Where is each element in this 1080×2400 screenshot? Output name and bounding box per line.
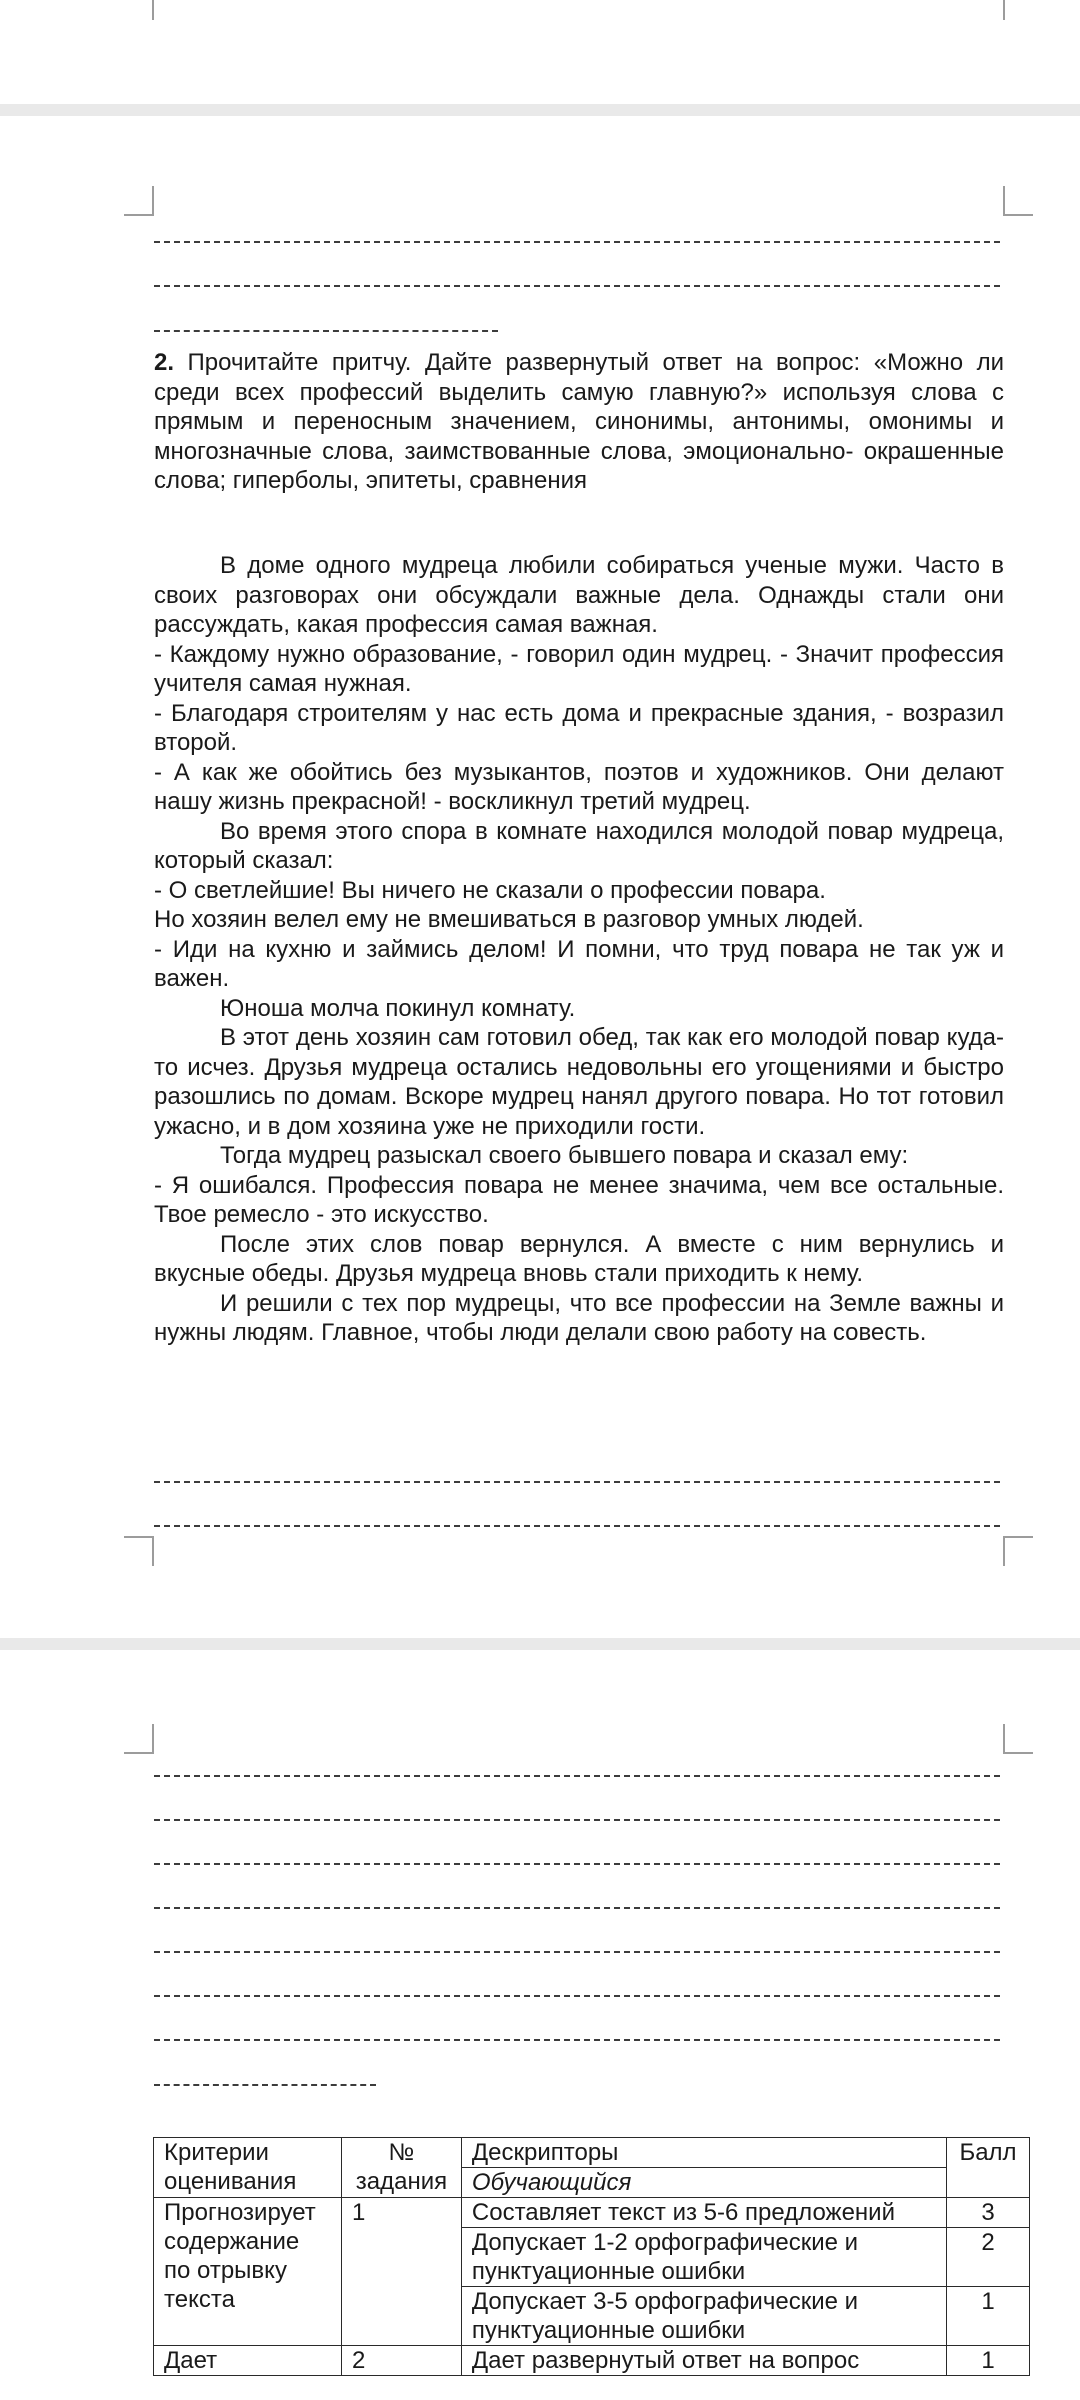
cell-score: 2 <box>947 2228 1030 2287</box>
parable-paragraph: - Иди на кухню и займись делом! И помни, что труд повара не так уж и важен. <box>154 935 1004 992</box>
parable-paragraph: - Благодаря строителям у нас есть дома и прекрасные здания, - возразил второй. <box>154 699 1004 756</box>
answer-line <box>154 1995 1000 1997</box>
answer-line <box>154 285 1000 287</box>
answer-line <box>154 1525 1000 1527</box>
header-score: Балл <box>947 2138 1030 2198</box>
task-2-prompt <box>154 348 1004 496</box>
cell-criteria: Дает <box>154 2346 342 2376</box>
parable-paragraph: И решили с тех пор мудрецы, что все профессии на Земле важны и нужны людям. Главное, чтобы люди делали свою работу на совесть. <box>154 1289 1004 1346</box>
answer-line <box>154 2084 376 2086</box>
table-header-row <box>154 2138 1030 2168</box>
parable-paragraph: В этот день хозяин сам готовил обед, так как его молодой повар куда-то исчез. Друзья мудреца остались недовольны его угощениями и быстро разошлись по домам. Вскоре мудрец нанял другого повара. Но тот готовил ужасно, и в дом хозяина уже не приходили гости. <box>154 1024 1004 1140</box>
crop-mark <box>1003 0 1033 20</box>
table-row <box>154 2198 1030 2228</box>
parable-paragraph: После этих слов повар вернулся. А вместе с ним вернулись и вкусные обеды. Друзья мудреца вновь стали приходить к нему. <box>154 1230 1004 1287</box>
header-descriptors-sub: Обучающийся <box>461 2168 946 2198</box>
answer-line <box>154 241 1000 243</box>
parable-paragraph: Но хозяин велел ему не вмешиваться в разговор умных людей. <box>154 906 864 933</box>
cell-task-number: 2 <box>341 2346 461 2376</box>
criteria-table <box>153 2137 1030 2376</box>
crop-mark <box>124 186 154 216</box>
parable-paragraph: - Каждому нужно образование, - говорил один мудрец. - Значит профессия учителя самая нужная. <box>154 640 1004 697</box>
cell-score: 1 <box>947 2287 1030 2346</box>
task-number: 2. <box>154 349 175 376</box>
cell-score: 1 <box>947 2346 1030 2376</box>
cell-criteria: Прогнозирует содержание по отрывку текста <box>154 2198 342 2346</box>
answer-line <box>154 1819 1000 1821</box>
header-criteria: Критерии оценивания <box>154 2138 342 2198</box>
answer-line <box>154 1907 1000 1909</box>
answer-line <box>154 1775 1000 1777</box>
crop-mark <box>1003 1536 1033 1566</box>
parable-paragraph: Юноша молча покинул комнату. <box>220 994 576 1022</box>
parable-paragraph: - Я ошибался. Профессия повара не менее значима, чем все остальные. Твое ремесло - это искусство. <box>154 1171 1004 1228</box>
cell-task-number: 1 <box>341 2198 461 2346</box>
crop-mark <box>124 1724 154 1754</box>
answer-line <box>154 1863 1000 1865</box>
header-task-number: № задания <box>341 2138 461 2198</box>
crop-mark <box>1003 1724 1033 1754</box>
parable-paragraph: - А как же обойтись без музыкантов, поэтов и художников. Они делают нашу жизнь прекрасной! - воскликнул третий мудрец. <box>154 758 1004 815</box>
parable-paragraph: В доме одного мудреца любили собираться ученые мужи. Часто в своих разговорах они обсуждали важные дела. Однажды стали они рассуждать, какая профессия самая важная. <box>154 552 1004 638</box>
cell-descriptor: Допускает 1-2 орфографические и пунктуационные ошибки <box>461 2228 946 2287</box>
crop-mark <box>124 1536 154 1566</box>
crop-mark <box>1003 186 1033 216</box>
task-instruction: Прочитайте притчу. Дайте развернутый ответ на вопрос: «Можно ли среди всех профессий выделить самую главную?» используя слова с прямым и переносным значением, синонимы, антонимы, омонимы и многозначные слова, заимствованные слова, эмоционально- окрашенные слова; гиперболы, эпитеты, сравнения <box>154 349 1004 494</box>
answer-line <box>154 1481 1000 1483</box>
cell-descriptor: Дает развернутый ответ на вопрос <box>461 2346 946 2376</box>
parable-text <box>154 551 1004 1348</box>
page-gap <box>0 1638 1080 1650</box>
answer-line <box>154 2039 1000 2041</box>
parable-paragraph: Во время этого спора в комнате находился молодой повар мудреца, который сказал: <box>154 817 1004 874</box>
answer-line <box>154 1951 1000 1953</box>
cell-descriptor: Допускает 3-5 орфографические и пунктуационные ошибки <box>461 2287 946 2346</box>
answer-line <box>154 330 498 332</box>
header-descriptors: Дескрипторы <box>461 2138 946 2168</box>
table-row <box>154 2346 1030 2376</box>
cell-descriptor: Составляет текст из 5-6 предложений <box>461 2198 946 2228</box>
parable-paragraph: - О светлейшие! Вы ничего не сказали о профессии повара. <box>154 876 826 904</box>
cell-score: 3 <box>947 2198 1030 2228</box>
parable-paragraph: Тогда мудрец разыскал своего бывшего повара и сказал ему: <box>220 1142 909 1169</box>
page-gap <box>0 104 1080 116</box>
crop-mark <box>124 0 154 20</box>
